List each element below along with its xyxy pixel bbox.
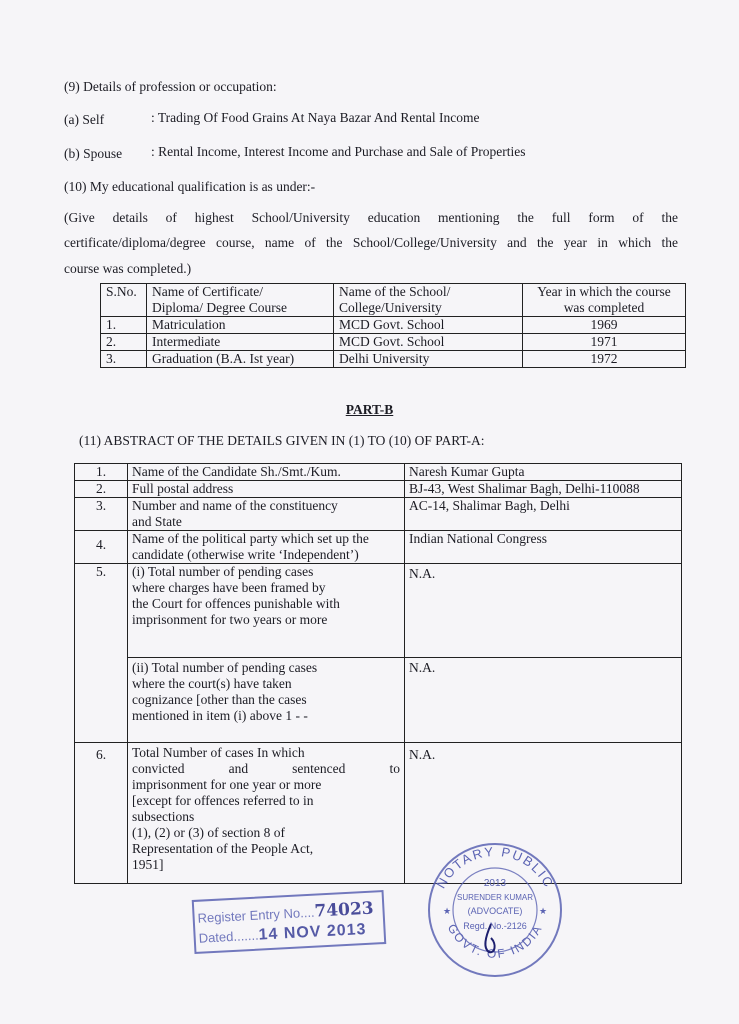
- row-description: [128, 564, 405, 658]
- description-line: candidate (otherwise write ‘Independent’): [132, 547, 359, 562]
- table-row: [75, 658, 682, 743]
- table-row: [75, 743, 682, 884]
- header-school-line: Name of the School/: [339, 284, 451, 299]
- register-entry-label: Register Entry No....: [197, 904, 315, 926]
- seal-regd: Regd. No.-2126: [463, 921, 527, 931]
- description-line: convicted and sentenced to: [132, 761, 400, 776]
- register-dated-value: 14 NOV 2013: [258, 920, 367, 944]
- table-row: [75, 464, 682, 481]
- course-cell: Matriculation: [147, 317, 334, 334]
- row-value: N.A.: [405, 743, 682, 884]
- header-sno: S.No.: [101, 284, 147, 317]
- description-line: the Court for offences punishable with: [132, 596, 340, 611]
- sno-cell: 3.: [101, 351, 147, 368]
- instructions-line-2: certificate/diploma/degree course, name of the School/College/University and the year in which the: [64, 235, 678, 250]
- table-header-row: [101, 284, 686, 317]
- register-entry-number: 74023: [314, 898, 375, 922]
- description-line: subsections: [132, 809, 195, 824]
- description-line: and State: [132, 514, 182, 529]
- star-icon: ★: [539, 906, 548, 916]
- row-value: N.A.: [405, 658, 682, 743]
- header-course: [147, 284, 334, 317]
- description-line: [except for offences referred to in: [132, 793, 314, 808]
- description-line: Number and name of the constituency: [132, 498, 338, 513]
- row-description: [128, 743, 405, 884]
- description-line: (i) Total number of pending cases: [132, 564, 314, 579]
- course-cell: Intermediate: [147, 334, 334, 351]
- seal-top-arc: NOTARY PUBLIC: [433, 843, 557, 891]
- table-row: [101, 317, 686, 334]
- row-description: [128, 464, 405, 481]
- description-line: 1951]: [132, 857, 164, 872]
- description-line: (1), (2) or (3) of section 8 of: [132, 825, 285, 840]
- row-value: Indian National Congress: [405, 531, 682, 564]
- register-entry-stamp: [192, 890, 387, 954]
- description-line: Name of the political party which set up the: [132, 531, 369, 546]
- description-line: imprisonment for two years or more: [132, 612, 328, 627]
- register-dated-label: Dated.......: [198, 927, 260, 946]
- description-line: Full postal address: [132, 481, 234, 496]
- table-row: [101, 334, 686, 351]
- header-year-line: was completed: [563, 300, 645, 315]
- row-description: [128, 481, 405, 498]
- star-icon: ★: [443, 906, 452, 916]
- year-cell: 1969: [523, 317, 686, 334]
- row-value: N.A.: [405, 564, 682, 658]
- self-label: (a) Self: [64, 112, 105, 127]
- abstract-table: [74, 463, 682, 884]
- header-course-line: Name of Certificate/: [152, 284, 263, 299]
- row-number: 3.: [75, 498, 128, 531]
- seal-role: (ADVOCATE): [467, 906, 523, 916]
- header-course-line: Diploma/ Degree Course: [152, 300, 287, 315]
- school-cell: Delhi University: [334, 351, 523, 368]
- row-description: [128, 658, 405, 743]
- instructions-line-3: course was completed.): [64, 261, 192, 276]
- row-value: Naresh Kumar Gupta: [405, 464, 682, 481]
- education-table: [100, 283, 686, 368]
- description-line: imprisonment for one year or more: [132, 777, 322, 792]
- description-line: Total Number of cases In which: [132, 745, 305, 760]
- section10-heading: (10) My educational qualification is as under:-: [64, 179, 316, 194]
- description-line: Representation of the People Act,: [132, 841, 314, 856]
- table-row: [75, 498, 682, 531]
- table-row: [75, 531, 682, 564]
- row-number: 6.: [75, 743, 128, 884]
- self-value: : Trading Of Food Grains At Naya Bazar And Rental Income: [151, 110, 480, 125]
- header-school: [334, 284, 523, 317]
- description-line: Name of the Candidate Sh./Smt./Kum.: [132, 464, 341, 479]
- sno-cell: 2.: [101, 334, 147, 351]
- course-cell: Graduation (B.A. Ist year): [147, 351, 334, 368]
- seal-bottom-arc: GOVT. OF INDIA: [444, 921, 546, 961]
- header-school-line: College/University: [339, 300, 442, 315]
- spouse-label: (b) Spouse: [64, 146, 123, 161]
- description-line: where charges have been framed by: [132, 580, 326, 595]
- section9-heading: (9) Details of profession or occupation:: [64, 79, 277, 94]
- table-row: [75, 564, 682, 658]
- instructions-line-1: (Give details of highest School/University education mentioning the full form of the: [64, 210, 678, 225]
- part-b-title: PART-B: [345, 402, 394, 417]
- year-cell: 1972: [523, 351, 686, 368]
- abstract-heading: (11) ABSTRACT OF THE DETAILS GIVEN IN (1) TO (10) OF PART-A:: [79, 433, 485, 448]
- year-cell: 1971: [523, 334, 686, 351]
- school-cell: MCD Govt. School: [334, 334, 523, 351]
- row-number: 1.: [75, 464, 128, 481]
- header-year: [523, 284, 686, 317]
- row-value: BJ-43, West Shalimar Bagh, Delhi-110088: [405, 481, 682, 498]
- row-description: [128, 498, 405, 531]
- description-line: cognizance [other than the cases: [132, 692, 307, 707]
- spouse-value: : Rental Income, Interest Income and Purchase and Sale of Properties: [151, 144, 526, 159]
- row-description: [128, 531, 405, 564]
- table-row: [75, 481, 682, 498]
- description-line: where the court(s) have taken: [132, 676, 292, 691]
- row-number: 2.: [75, 481, 128, 498]
- row-number: 5.: [75, 564, 128, 658]
- header-year-line: Year in which the course: [537, 284, 671, 299]
- seal-year: 2013: [483, 878, 507, 889]
- description-line: mentioned in item (i) above 1 - -: [132, 708, 308, 723]
- row-number: [75, 658, 128, 743]
- notary-seal: [425, 840, 565, 980]
- row-number: 4.: [75, 531, 128, 564]
- description-line: (ii) Total number of pending cases: [132, 660, 318, 675]
- sno-cell: 1.: [101, 317, 147, 334]
- school-cell: MCD Govt. School: [334, 317, 523, 334]
- table-row: [101, 351, 686, 368]
- row-value: AC-14, Shalimar Bagh, Delhi: [405, 498, 682, 531]
- seal-name: SURENDER KUMAR: [456, 893, 534, 902]
